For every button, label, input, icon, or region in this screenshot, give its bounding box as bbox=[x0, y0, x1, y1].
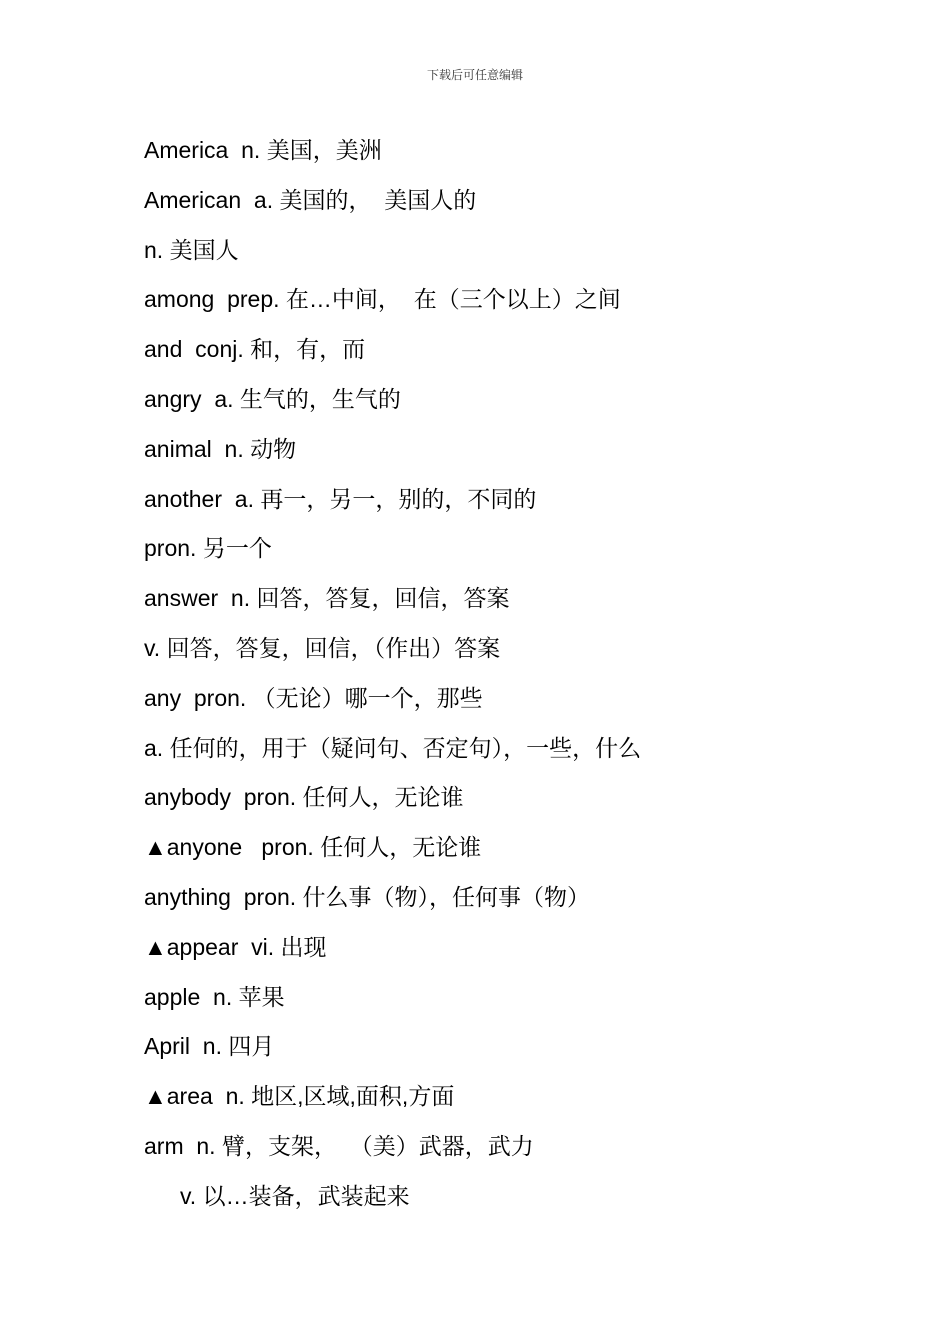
vocab-entry: America n. 美国，美洲 bbox=[144, 137, 382, 163]
vocab-entry: another a. 再一，另一，别的，不同的 bbox=[144, 485, 537, 512]
vocab-entry: v. 回答，答复，回信，（作出）答案 bbox=[144, 634, 501, 661]
vocab-entry: arm n. 臂，支架， （美）武器，武力 bbox=[144, 1132, 534, 1159]
vocab-entry: angry a. 生气的，生气的 bbox=[144, 385, 401, 412]
vocab-entry: apple n. 苹果 bbox=[144, 983, 285, 1010]
vocab-entry: v. 以…装备，武装起来 bbox=[180, 1182, 410, 1209]
vocab-entry: animal n. 动物 bbox=[144, 435, 297, 462]
vocabulary-list bbox=[144, 128, 904, 1224]
page-header: 下载后可任意编辑 bbox=[426, 68, 523, 82]
vocab-entry: pron. 另一个 bbox=[144, 535, 272, 562]
vocab-entry: anybody pron. 任何人，无论谁 bbox=[144, 784, 464, 811]
vocab-entry: ▲anyone pron. 任何人，无论谁 bbox=[144, 834, 482, 861]
vocab-entry: n. 美国人 bbox=[144, 236, 239, 263]
vocab-entry: answer n. 回答，答复，回信，答案 bbox=[144, 585, 510, 612]
vocab-entry: ▲appear vi. 出现 bbox=[144, 933, 327, 960]
vocab-entry: a. 任何的，用于（疑问句、否定句），一些，什么 bbox=[144, 734, 642, 761]
vocab-entry: ▲area n. 地区,区域,面积,方面 bbox=[144, 1083, 455, 1110]
vocab-entry: any pron. （无论）哪一个，那些 bbox=[144, 684, 483, 711]
vocab-entry: anything pron. 什么事（物），任何事（物） bbox=[144, 883, 591, 910]
vocab-entry: April n. 四月 bbox=[144, 1033, 275, 1060]
vocab-entry: and conj. 和，有，而 bbox=[144, 336, 366, 363]
vocab-entry: American a. 美国的， 美国人的 bbox=[144, 186, 477, 213]
vocab-entry: among prep. 在…中间， 在（三个以上）之间 bbox=[144, 286, 621, 313]
